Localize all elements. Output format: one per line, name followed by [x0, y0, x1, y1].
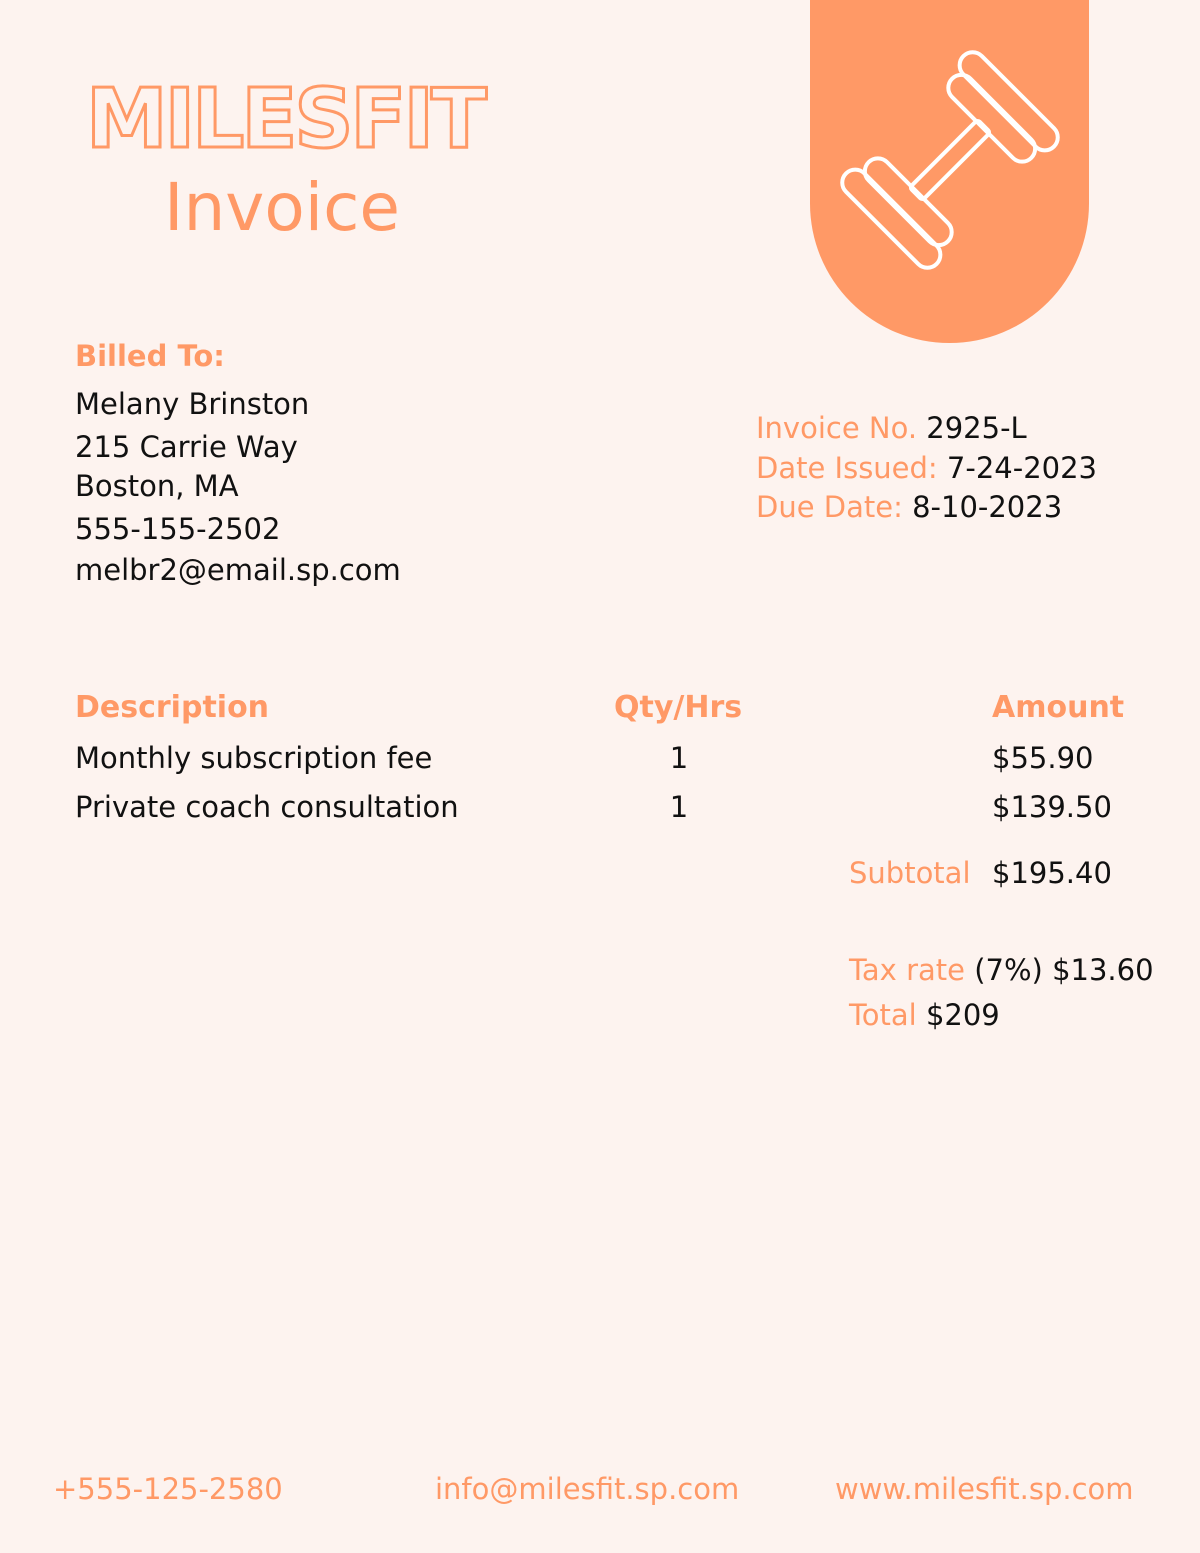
row-1-qty: 1 — [669, 741, 689, 775]
row-1-description: Monthly subscription fee — [75, 741, 433, 775]
logo-tab — [810, 0, 1089, 343]
dumbbell-icon — [840, 50, 1060, 270]
brand-logo-text: MILESFIT — [86, 72, 484, 167]
amount-header: Amount — [992, 690, 1125, 725]
description-header: Description — [75, 690, 270, 725]
client-email: melbr2@email.sp.com — [75, 553, 401, 587]
footer-email[interactable]: info@milesfit.sp.com — [435, 1472, 740, 1506]
date-issued-line — [756, 448, 1097, 488]
tax-line — [849, 950, 1154, 990]
qty-header: Qty/Hrs — [614, 690, 743, 725]
due-date-line — [756, 487, 1062, 527]
row-1-amount: $55.90 — [992, 741, 1094, 775]
due-date-label: Due Date: — [756, 490, 903, 524]
invoice-number-line — [756, 408, 1027, 448]
tax-rate: (7%) — [974, 953, 1043, 987]
footer-website[interactable]: www.milesfit.sp.com — [835, 1472, 1134, 1506]
invoice-number-label: Invoice No. — [756, 411, 918, 445]
invoice-number-value: 2925-L — [926, 411, 1027, 445]
subtotal-value: $195.40 — [992, 856, 1112, 890]
due-date-value: 8-10-2023 — [912, 490, 1063, 524]
client-phone: 555-155-2502 — [75, 512, 281, 546]
billed-to-label: Billed To: — [75, 339, 225, 373]
total-value: $209 — [925, 998, 1000, 1032]
total-label: Total — [849, 998, 917, 1032]
date-issued-label: Date Issued: — [756, 451, 938, 485]
client-name: Melany Brinston — [75, 387, 310, 421]
page-title: Invoice — [164, 169, 400, 246]
client-street: 215 Carrie Way — [75, 430, 298, 464]
footer-phone: +555-125-2580 — [53, 1472, 283, 1506]
subtotal-label: Subtotal — [849, 856, 971, 890]
row-2-description: Private coach consultation — [75, 790, 459, 824]
row-2-amount: $139.50 — [992, 790, 1112, 824]
tax-amount: $13.60 — [1052, 953, 1154, 987]
total-line — [849, 995, 1000, 1035]
tax-label: Tax rate — [849, 953, 965, 987]
row-2-qty: 1 — [669, 790, 689, 824]
client-city: Boston, MA — [75, 469, 239, 503]
date-issued-value: 7-24-2023 — [946, 451, 1098, 485]
